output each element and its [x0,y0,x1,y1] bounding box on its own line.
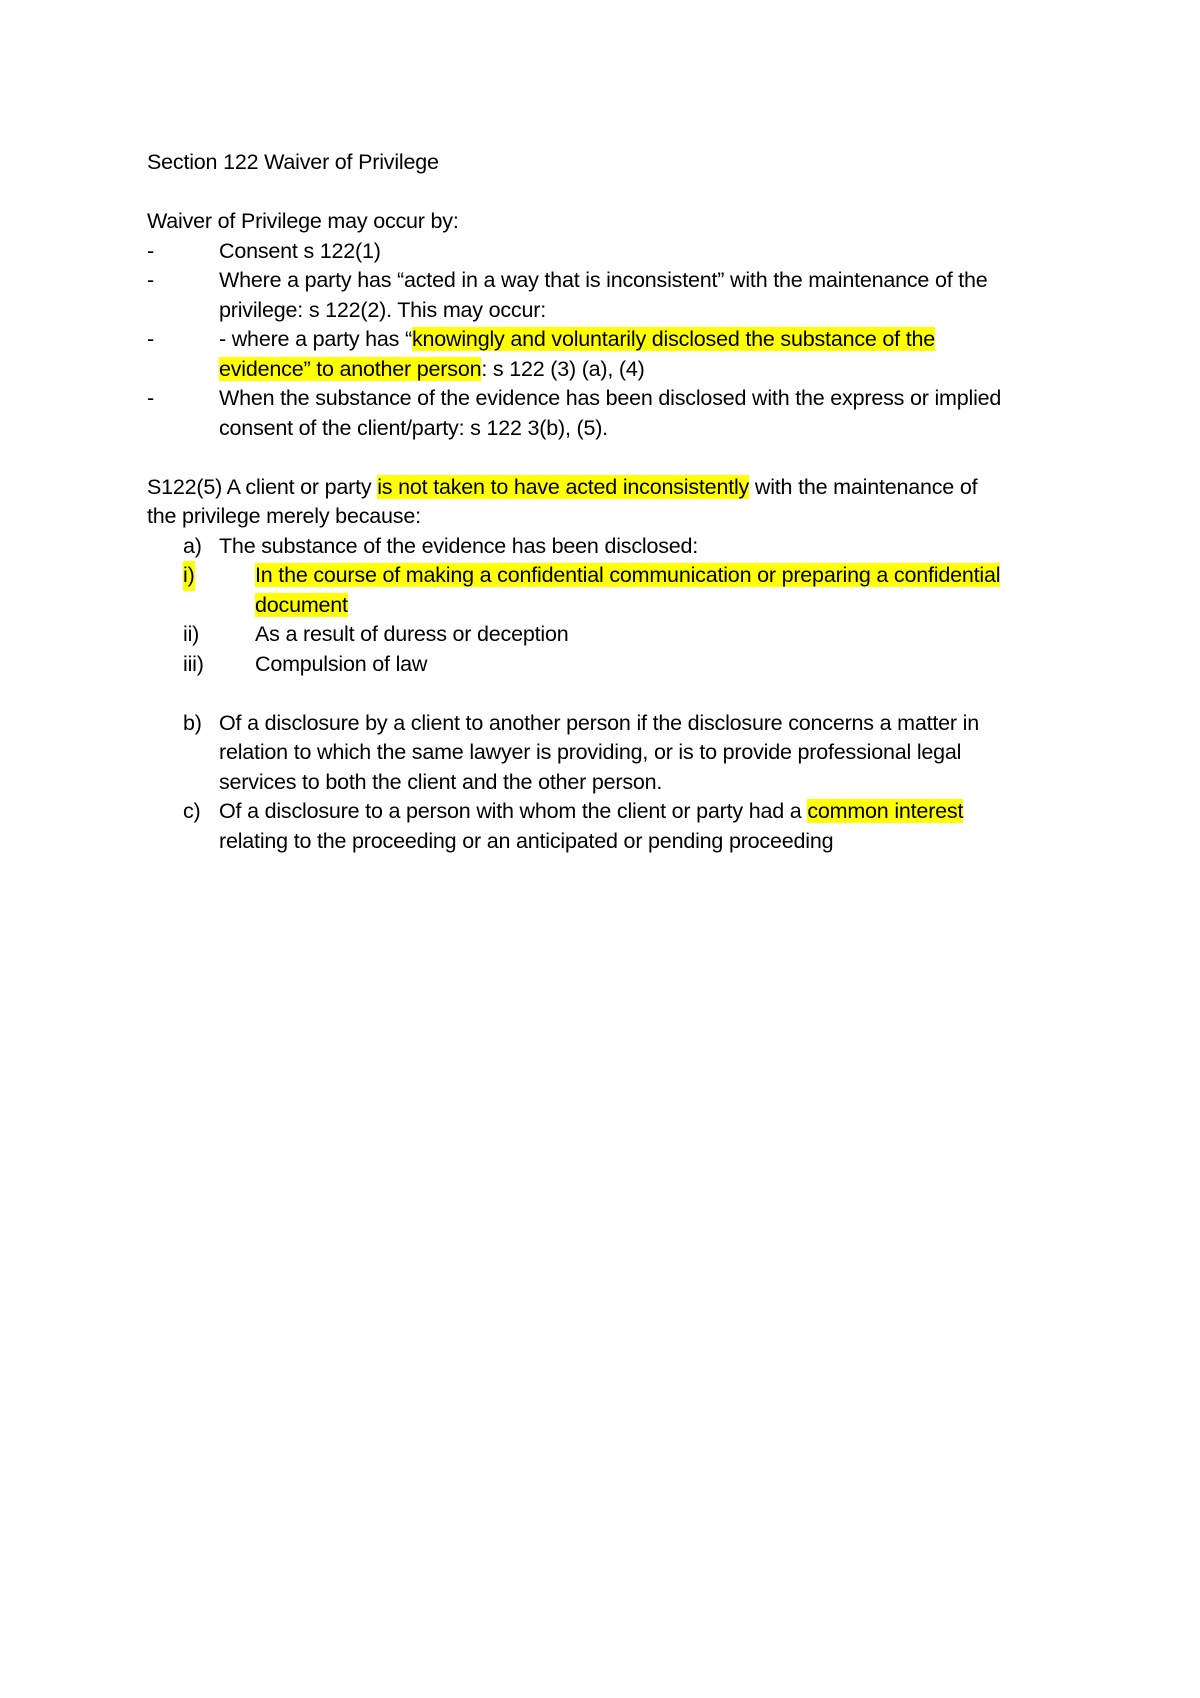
document-body [147,148,1067,856]
list-item-text: The substance of the evidence has been disclosed: [219,533,699,558]
bullet-text-suffix: : s 122 (3) (a), (4) [481,356,645,381]
bullet-dash: - [147,238,154,263]
bullet-dash: - [147,386,154,410]
bullet-text-line-1: Where a party has “acted in a way that is inconsistent” with the maintenance of the [219,268,988,292]
highlighted-text: In the course of making a confidential communication or preparing a confidential [255,563,1001,587]
spacer [147,443,1067,473]
s122-5-paragraph-line-1 [147,473,1067,503]
list-item-c [147,797,1067,856]
paragraph-text: S122(5) A client or party [147,474,378,499]
bullet-item-inconsistent [147,266,1067,325]
bullet-item-consent [147,237,1067,267]
highlighted-text: evidence” to another person [219,356,482,381]
bullet-text-line-2: privilege: s 122(2). This may occur: [219,297,546,322]
bullet-text-line-2 [219,355,1067,385]
list-item-text-line-3: services to both the client and the other person. [219,769,663,794]
list-item-ii [147,620,1067,650]
list-item-text-line-2: relating to the proceeding or an anticipated or pending proceeding [219,828,834,853]
list-item-text-line-2 [255,591,1067,621]
list-marker: iii) [183,651,204,676]
highlighted-text: common interest [807,799,964,823]
list-item-i [147,561,1067,620]
list-item-text-line-2: relation to which the same lawyer is providing, or is to provide professional legal [219,740,962,764]
list-item-text-line-1 [255,561,1067,591]
list-item-text: Compulsion of law [255,651,428,676]
page-title: Section 122 Waiver of Privilege [147,150,439,174]
bullet-text-prefix: - where a party has “ [219,327,412,351]
bullet-text-line-1 [219,325,1067,355]
list-item-iii [147,650,1067,680]
paragraph-text: with the maintenance of [749,474,978,499]
list-item-text: Of a disclosure to a person with whom the client or party had a [219,799,808,823]
spacer [147,178,1067,208]
intro-text: Waiver of Privilege may occur by: [147,209,459,233]
highlighted-text: document [255,592,348,617]
highlighted-text: knowingly and voluntarily disclosed the substance of the [411,327,936,351]
list-item-text-line-1: Of a disclosure by a client to another person if the disclosure concerns a matter in [219,710,979,735]
list-marker: i) [183,561,195,591]
bullet-text-line-2: consent of the client/party: s 122 3(b), (5). [219,415,608,440]
bullet-text: Consent s 122(1) [219,238,381,263]
list-marker: a) [183,533,202,558]
list-marker: c) [183,799,201,823]
list-item-a [147,532,1067,562]
bullet-dash: - [147,268,154,292]
list-marker: b) [183,710,202,735]
bullet-text-line-1: When the substance of the evidence has been disclosed with the express or implied [219,386,1002,410]
bullet-dash: - [147,327,154,351]
s122-5-paragraph-line-2: the privilege merely because: [147,504,421,528]
bullet-item-disclosed [147,325,1067,384]
list-item-text: As a result of duress or deception [255,622,569,646]
list-item-b [147,709,1067,798]
highlighted-text: is not taken to have acted inconsistently [377,474,750,499]
list-item-text-line-1 [219,797,1067,827]
list-marker: ii) [183,622,200,646]
bullet-item-consent-client [147,384,1067,443]
spacer [147,679,1067,709]
